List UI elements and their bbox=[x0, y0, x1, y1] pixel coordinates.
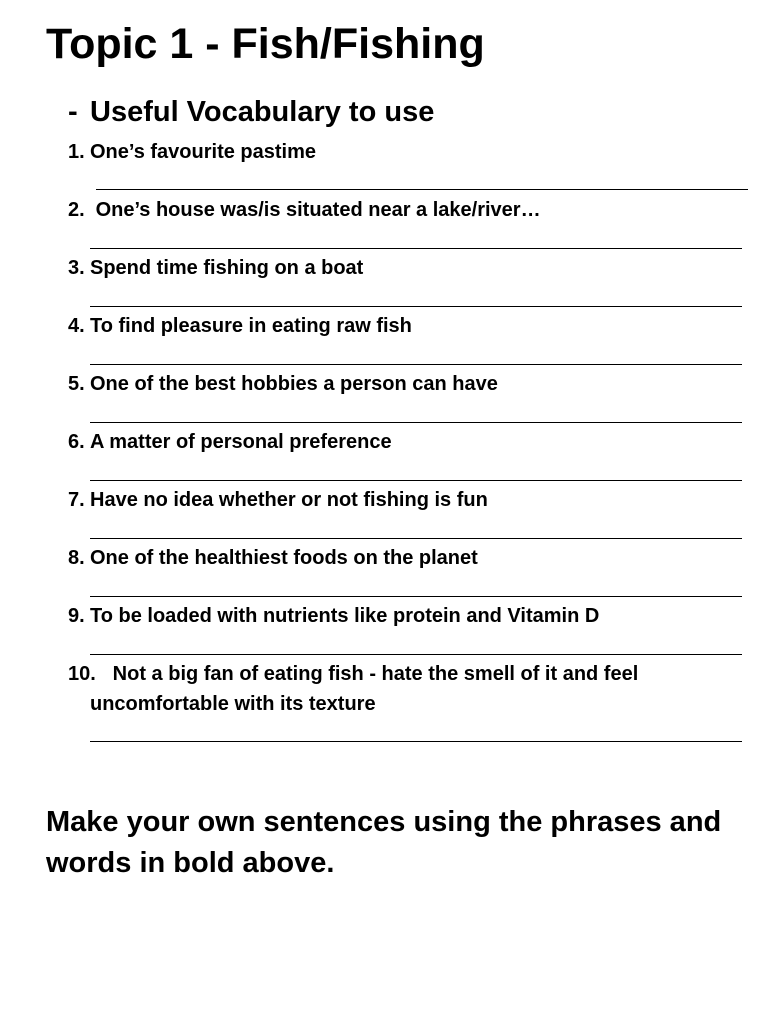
page-title: Topic 1 - Fish/Fishing bbox=[46, 20, 485, 68]
vocab-item bbox=[68, 137, 758, 167]
answer-line[interactable] bbox=[90, 596, 742, 597]
item-text: One’s house was/is situated near a lake/river… bbox=[95, 199, 541, 221]
bullet-dash: - bbox=[68, 96, 78, 128]
vocab-item bbox=[68, 253, 758, 283]
answer-line[interactable] bbox=[90, 538, 742, 539]
item-text: One of the healthiest foods on the planet bbox=[90, 547, 478, 569]
answer-line[interactable] bbox=[90, 248, 742, 249]
item-number: 9. bbox=[68, 605, 85, 627]
item-text-continued: uncomfortable with its texture bbox=[90, 693, 376, 715]
item-text: To be loaded with nutrients like protein and Vitamin D bbox=[90, 605, 600, 627]
item-number: 1. bbox=[68, 141, 85, 163]
answer-line[interactable] bbox=[90, 306, 742, 307]
item-number: 8. bbox=[68, 547, 85, 569]
item-number: 5. bbox=[68, 373, 85, 395]
vocab-item bbox=[68, 659, 758, 719]
vocab-item bbox=[68, 195, 758, 225]
item-text: Not a big fan of eating fish - hate the smell of it and feel bbox=[112, 663, 639, 685]
vocab-item bbox=[68, 311, 758, 341]
vocab-item bbox=[68, 601, 758, 631]
item-number: 7. bbox=[68, 489, 85, 511]
answer-line[interactable] bbox=[96, 189, 748, 190]
item-text: To find pleasure in eating raw fish bbox=[90, 315, 412, 337]
vocab-item bbox=[68, 427, 758, 457]
item-text: Have no idea whether or not fishing is fun bbox=[90, 489, 488, 511]
item-number: 2. bbox=[68, 199, 85, 221]
item-text: One’s favourite pastime bbox=[90, 141, 316, 163]
item-text: A matter of personal preference bbox=[90, 431, 392, 453]
instruction-text: Make your own sentences using the phrases and words in bold above. bbox=[46, 806, 722, 879]
answer-line[interactable] bbox=[90, 654, 742, 655]
section-heading-text: Useful Vocabulary to use bbox=[90, 96, 435, 128]
item-text: Spend time fishing on a boat bbox=[90, 257, 364, 279]
vocab-item bbox=[68, 369, 758, 399]
item-number: 6. bbox=[68, 431, 85, 453]
vocab-item bbox=[68, 485, 758, 515]
answer-line[interactable] bbox=[90, 480, 742, 481]
answer-line[interactable] bbox=[90, 364, 742, 365]
vocab-item bbox=[68, 543, 758, 573]
section-heading bbox=[68, 96, 434, 129]
item-number: 4. bbox=[68, 315, 85, 337]
item-text: One of the best hobbies a person can have bbox=[90, 373, 498, 395]
item-number: 3. bbox=[68, 257, 85, 279]
answer-line[interactable] bbox=[90, 422, 742, 423]
item-number: 10. bbox=[68, 663, 96, 685]
answer-line[interactable] bbox=[90, 741, 742, 742]
